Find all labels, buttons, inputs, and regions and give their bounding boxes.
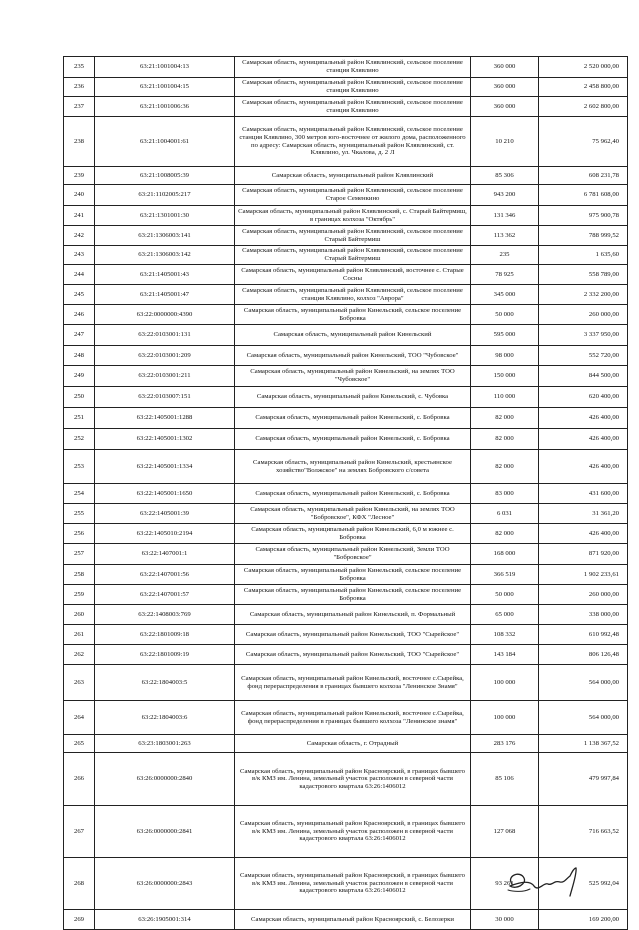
cadastral-cost: 2 520 000,00 <box>539 57 628 78</box>
cadastral-number: 63:21:1004001:61 <box>95 117 235 167</box>
plot-address: Самарская область, муниципальный район Кинельский, ТОО "Сырейское" <box>235 645 471 665</box>
cadastral-number: 63:22:1405001:1288 <box>95 408 235 429</box>
table-row <box>64 206 628 226</box>
cadastral-cost: 169 200,00 <box>539 910 628 930</box>
cadastral-cost: 558 789,00 <box>539 265 628 285</box>
table-row <box>64 226 628 246</box>
cadastral-cost: 608 231,78 <box>539 167 628 185</box>
cadastral-number: 63:22:0000000:4390 <box>95 305 235 325</box>
plot-area: 143 184 <box>471 645 539 665</box>
plot-address: Самарская область, г. Отрадный <box>235 735 471 753</box>
cadastral-number: 63:22:1405001:1334 <box>95 450 235 484</box>
cadastral-number: 63:22:0103001:209 <box>95 346 235 366</box>
cadastral-cost: 844 500,00 <box>539 366 628 387</box>
plot-address: Самарская область, муниципальный район Красноярский, в границах бывшего в/к КМЗ им. Ленина, земельный участок расположен в северной части кадастрового квартала 63:26:1406012 <box>235 858 471 910</box>
plot-area: 6 031 <box>471 504 539 524</box>
cadastral-cost: 610 992,48 <box>539 625 628 645</box>
row-number: 238 <box>64 117 95 167</box>
plot-address: Самарская область, муниципальный район Кинельский, 6,0 м южнее с. Бобровка <box>235 524 471 544</box>
plot-address: Самарская область, муниципальный район Кинельский, сельское поселение Бобровка <box>235 585 471 605</box>
plot-address: Самарская область, муниципальный район Клявлинский, восточнее с. Старые Сосны <box>235 265 471 285</box>
cadastral-cost: 871 920,00 <box>539 544 628 565</box>
cadastral-cost: 3 337 950,00 <box>539 325 628 346</box>
row-number: 260 <box>64 605 95 625</box>
plot-area: 360 000 <box>471 97 539 117</box>
plot-area: 345 000 <box>471 285 539 305</box>
table-row <box>64 735 628 753</box>
cadastral-cost: 426 400,00 <box>539 408 628 429</box>
cadastral-cost: 1 138 367,52 <box>539 735 628 753</box>
plot-area: 98 000 <box>471 346 539 366</box>
plot-area: 150 000 <box>471 366 539 387</box>
plot-address: Самарская область, муниципальный район Кинельский, Земли ТОО "Бобровское" <box>235 544 471 565</box>
cadastral-cost: 788 999,52 <box>539 226 628 246</box>
plot-address: Самарская область, муниципальный район Кинельский, восточнее с.Сырейка, фонд перераспределения в границах бывшего колхоза "Ленинское Знамя" <box>235 665 471 701</box>
plot-area: 65 000 <box>471 605 539 625</box>
handwritten-signature <box>500 862 590 898</box>
table-row <box>64 185 628 206</box>
plot-address: Самарская область, муниципальный район Красноярский, с. Белозерки <box>235 910 471 930</box>
cadastral-cost: 260 000,00 <box>539 305 628 325</box>
row-number: 250 <box>64 387 95 408</box>
cadastral-number: 63:21:1008005:39 <box>95 167 235 185</box>
land-plots-table <box>63 56 628 930</box>
cadastral-number: 63:26:1905001:314 <box>95 910 235 930</box>
plot-area: 943 200 <box>471 185 539 206</box>
plot-area: 78 925 <box>471 265 539 285</box>
plot-address: Самарская область, муниципальный район Клявлинский, с. Старый Байтермиш, в границах колхоза "Октябрь" <box>235 206 471 226</box>
cadastral-cost: 6 781 608,00 <box>539 185 628 206</box>
plot-address: Самарская область, муниципальный район Клявлинский, сельское поселение Старое Семенкино <box>235 185 471 206</box>
table-row <box>64 544 628 565</box>
plot-address: Самарская область, муниципальный район Красноярский, в границах бывшего в/к КМЗ им. Ленина, земельный участок расположен в северной части кадастрового квартала 63:26:1406012 <box>235 806 471 858</box>
plot-area: 30 000 <box>471 910 539 930</box>
plot-address: Самарская область, муниципальный район Клявлинский, сельское поселение Старый Байтермиш <box>235 246 471 265</box>
plot-address: Самарская область, муниципальный район Клявлинский, сельское поселение станция Клявлино <box>235 97 471 117</box>
row-number: 252 <box>64 429 95 450</box>
plot-area: 113 362 <box>471 226 539 246</box>
table-body <box>64 57 628 930</box>
plot-address: Самарская область, муниципальный район Кинельский, с. Бобровка <box>235 484 471 504</box>
row-number: 256 <box>64 524 95 544</box>
table-row <box>64 565 628 585</box>
cadastral-number: 63:22:1801009:18 <box>95 625 235 645</box>
plot-area: 108 332 <box>471 625 539 645</box>
plot-address: Самарская область, муниципальный район Кинельский, п. Формальный <box>235 605 471 625</box>
table-row <box>64 265 628 285</box>
plot-area: 595 000 <box>471 325 539 346</box>
cadastral-number: 63:22:1405001:39 <box>95 504 235 524</box>
cadastral-number: 63:21:1306003:142 <box>95 246 235 265</box>
cadastral-number: 63:22:1405001:1302 <box>95 429 235 450</box>
row-number: 262 <box>64 645 95 665</box>
cadastral-number: 63:21:1001006:36 <box>95 97 235 117</box>
table-row <box>64 346 628 366</box>
cadastral-number: 63:21:1001004:13 <box>95 57 235 78</box>
cadastral-number: 63:26:0000000:2841 <box>95 806 235 858</box>
row-number: 237 <box>64 97 95 117</box>
table-row <box>64 504 628 524</box>
row-number: 255 <box>64 504 95 524</box>
cadastral-cost: 2 458 800,00 <box>539 78 628 97</box>
plot-address: Самарская область, муниципальный район Клявлинский, сельское поселение станция Клявлино, колхоз "Аврора" <box>235 285 471 305</box>
table-row <box>64 910 628 930</box>
cadastral-number: 63:22:1804003:5 <box>95 665 235 701</box>
cadastral-number: 63:22:0103007:151 <box>95 387 235 408</box>
row-number: 264 <box>64 701 95 735</box>
cadastral-number: 63:21:1301001:30 <box>95 206 235 226</box>
cadastral-cost: 620 400,00 <box>539 387 628 408</box>
cadastral-cost: 426 400,00 <box>539 450 628 484</box>
table-row <box>64 645 628 665</box>
cadastral-number: 63:26:0000000:2840 <box>95 753 235 806</box>
plot-address: Самарская область, муниципальный район Кинельский, с. Бобровка <box>235 408 471 429</box>
row-number: 248 <box>64 346 95 366</box>
cadastral-cost: 426 400,00 <box>539 524 628 544</box>
cadastral-number: 63:22:0103001:131 <box>95 325 235 346</box>
row-number: 261 <box>64 625 95 645</box>
cadastral-cost: 1 902 233,61 <box>539 565 628 585</box>
cadastral-number: 63:21:1405001:43 <box>95 265 235 285</box>
cadastral-number: 63:22:1405010:2194 <box>95 524 235 544</box>
plot-area: 50 000 <box>471 585 539 605</box>
plot-address: Самарская область, муниципальный район Кинельский, ТОО "Чубовское" <box>235 346 471 366</box>
plot-area: 85 306 <box>471 167 539 185</box>
cadastral-cost: 426 400,00 <box>539 429 628 450</box>
row-number: 268 <box>64 858 95 910</box>
row-number: 241 <box>64 206 95 226</box>
cadastral-cost: 552 720,00 <box>539 346 628 366</box>
table-row <box>64 753 628 806</box>
cadastral-number: 63:21:1405001:47 <box>95 285 235 305</box>
plot-area: 100 000 <box>471 701 539 735</box>
plot-address: Самарская область, муниципальный район Кинельский, на землях ТОО "Бобровское", КФХ "Лесное" <box>235 504 471 524</box>
cadastral-cost: 338 000,00 <box>539 605 628 625</box>
row-number: 254 <box>64 484 95 504</box>
cadastral-number: 63:26:0000000:2843 <box>95 858 235 910</box>
row-number: 258 <box>64 565 95 585</box>
cadastral-number: 63:22:1405001:1650 <box>95 484 235 504</box>
cadastral-number: 63:22:1407001:56 <box>95 565 235 585</box>
row-number: 240 <box>64 185 95 206</box>
cadastral-cost: 31 361,20 <box>539 504 628 524</box>
plot-area: 360 000 <box>471 57 539 78</box>
cadastral-cost: 260 000,00 <box>539 585 628 605</box>
cadastral-number: 63:21:1102005:217 <box>95 185 235 206</box>
cadastral-number: 63:21:1001004:15 <box>95 78 235 97</box>
plot-area: 360 000 <box>471 78 539 97</box>
row-number: 251 <box>64 408 95 429</box>
row-number: 267 <box>64 806 95 858</box>
plot-area: 283 176 <box>471 735 539 753</box>
table-row <box>64 78 628 97</box>
plot-address: Самарская область, муниципальный район Кинельский, восточнее с.Сырейка, фонд перераспределения в границах бывшего колхоза "Ленинское знамя" <box>235 701 471 735</box>
plot-address: Самарская область, муниципальный район Кинельский, на землях ТОО "Чубовское" <box>235 366 471 387</box>
plot-area: 82 000 <box>471 429 539 450</box>
cadastral-number: 63:22:1804003:6 <box>95 701 235 735</box>
cadastral-number: 63:22:0103001:211 <box>95 366 235 387</box>
plot-area: 82 000 <box>471 524 539 544</box>
plot-area: 131 346 <box>471 206 539 226</box>
cadastral-cost: 806 126,48 <box>539 645 628 665</box>
row-number: 245 <box>64 285 95 305</box>
row-number: 265 <box>64 735 95 753</box>
plot-address: Самарская область, муниципальный район Клявлинский, сельское поселение станция Клявлино, 300 метров юго-восточнее от жилого дома, расположенного по адресу: Самарская область, муниципальный район Клявлинский, ст. Клявлино, ул. Чкалова, д. 2 Л <box>235 117 471 167</box>
plot-area: 168 000 <box>471 544 539 565</box>
table-row <box>64 625 628 645</box>
table-row <box>64 484 628 504</box>
table-row <box>64 325 628 346</box>
plot-address: Самарская область, муниципальный район Клявлинский, сельское поселение станция Клявлино <box>235 78 471 97</box>
cadastral-cost: 1 635,60 <box>539 246 628 265</box>
plot-address: Самарская область, муниципальный район Клявлинский, сельское поселение станция Клявлино <box>235 57 471 78</box>
cadastral-cost: 975 900,78 <box>539 206 628 226</box>
plot-area: 10 210 <box>471 117 539 167</box>
table-row <box>64 305 628 325</box>
table-row <box>64 285 628 305</box>
plot-address: Самарская область, муниципальный район Клявлинский <box>235 167 471 185</box>
cadastral-cost: 716 663,52 <box>539 806 628 858</box>
row-number: 242 <box>64 226 95 246</box>
plot-address: Самарская область, муниципальный район Кинельский, сельское поселение Бобровка <box>235 565 471 585</box>
cadastral-cost: 2 602 800,00 <box>539 97 628 117</box>
cadastral-cost: 431 600,00 <box>539 484 628 504</box>
cadastral-cost: 564 000,00 <box>539 665 628 701</box>
table-row <box>64 387 628 408</box>
cadastral-number: 63:21:1306003:141 <box>95 226 235 246</box>
cadastral-cost: 564 000,00 <box>539 701 628 735</box>
plot-area: 93 261 <box>471 858 539 910</box>
row-number: 263 <box>64 665 95 701</box>
plot-address: Самарская область, муниципальный район Кинельский, с. Бобровка <box>235 429 471 450</box>
row-number: 266 <box>64 753 95 806</box>
table-row <box>64 97 628 117</box>
plot-address: Самарская область, муниципальный район Клявлинский, сельское поселение Старый Байтермиш <box>235 226 471 246</box>
row-number: 257 <box>64 544 95 565</box>
row-number: 244 <box>64 265 95 285</box>
plot-area: 82 000 <box>471 408 539 429</box>
plot-area: 235 <box>471 246 539 265</box>
plot-address: Самарская область, муниципальный район Кинельский, ТОО "Сырейское" <box>235 625 471 645</box>
table-row <box>64 366 628 387</box>
table-row <box>64 408 628 429</box>
plot-area: 85 106 <box>471 753 539 806</box>
cadastral-number: 63:22:1408003:769 <box>95 605 235 625</box>
table-row <box>64 429 628 450</box>
cadastral-number: 63:22:1801009:19 <box>95 645 235 665</box>
cadastral-cost: 525 992,04 <box>539 858 628 910</box>
plot-area: 366 519 <box>471 565 539 585</box>
table-row <box>64 117 628 167</box>
cadastral-number: 63:22:1407001:1 <box>95 544 235 565</box>
plot-address: Самарская область, муниципальный район Кинельский, крестьянское хозяйство"Волжское" на землях Бобровского с/совета <box>235 450 471 484</box>
table-row <box>64 605 628 625</box>
row-number: 247 <box>64 325 95 346</box>
plot-area: 127 068 <box>471 806 539 858</box>
row-number: 253 <box>64 450 95 484</box>
plot-area: 82 000 <box>471 450 539 484</box>
table-row <box>64 450 628 484</box>
table-row <box>64 585 628 605</box>
row-number: 249 <box>64 366 95 387</box>
table-row <box>64 665 628 701</box>
plot-address: Самарская область, муниципальный район Кинельский <box>235 325 471 346</box>
plot-area: 100 000 <box>471 665 539 701</box>
row-number: 235 <box>64 57 95 78</box>
table-row <box>64 524 628 544</box>
plot-area: 83 000 <box>471 484 539 504</box>
row-number: 243 <box>64 246 95 265</box>
plot-address: Самарская область, муниципальный район Кинельский, сельское поселение Бобровка <box>235 305 471 325</box>
plot-area: 50 000 <box>471 305 539 325</box>
plot-address: Самарская область, муниципальный район Кинельский, с. Чубовка <box>235 387 471 408</box>
cadastral-number: 63:23:1803001:263 <box>95 735 235 753</box>
row-number: 246 <box>64 305 95 325</box>
row-number: 269 <box>64 910 95 930</box>
table-row <box>64 701 628 735</box>
cadastral-number: 63:22:1407001:57 <box>95 585 235 605</box>
cadastral-cost: 2 332 200,00 <box>539 285 628 305</box>
plot-area: 110 000 <box>471 387 539 408</box>
plot-address: Самарская область, муниципальный район Красноярский, в границах бывшего в/к КМЗ им. Ленина, земельный участок расположен в северной части кадастрового квартала 63:26:1406012 <box>235 753 471 806</box>
row-number: 239 <box>64 167 95 185</box>
row-number: 236 <box>64 78 95 97</box>
row-number: 259 <box>64 585 95 605</box>
table-row <box>64 806 628 858</box>
table-row <box>64 57 628 78</box>
table-row <box>64 167 628 185</box>
cadastral-cost: 75 962,40 <box>539 117 628 167</box>
cadastral-cost: 479 997,84 <box>539 753 628 806</box>
table-row <box>64 246 628 265</box>
